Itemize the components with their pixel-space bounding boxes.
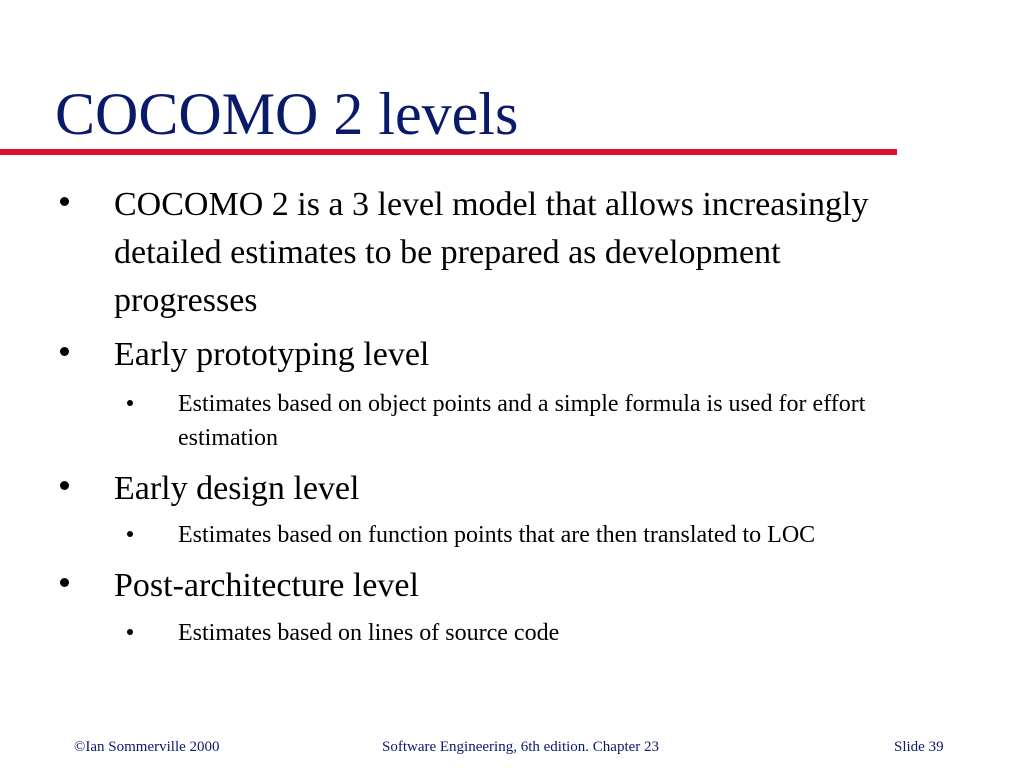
- bullet-text: COCOMO 2 is a 3 level model that allows increasingly detailed estimates to be prepared as development progresses: [114, 186, 869, 319]
- bullet-dot-icon: [60, 578, 69, 587]
- bullet-text: Post-architecture level: [114, 567, 419, 604]
- footer-book-title: Software Engineering, 6th edition. Chapter 23: [382, 739, 660, 755]
- sub-bullet-text: Estimates based on function points that are then translated to LOC: [178, 522, 816, 548]
- footer-copyright: ©Ian Sommerville 2000: [74, 739, 220, 755]
- title-underline: [0, 149, 897, 155]
- sub-bullet-dot-icon: [127, 629, 133, 635]
- slide-title: COCOMO 2 levels: [55, 81, 519, 147]
- sub-bullet-dot-icon: [127, 400, 133, 406]
- bullet-text: Early prototyping level: [114, 336, 430, 373]
- sub-bullet-text: Estimates based on object points and a simple formula is used for effort estimation: [178, 391, 866, 451]
- bullet-dot-icon: [60, 197, 69, 206]
- footer-slide-number: Slide 39: [894, 739, 944, 755]
- bullet-dot-icon: [60, 347, 69, 356]
- sub-bullet-dot-icon: [127, 531, 133, 537]
- bullet-text: Early design level: [114, 470, 360, 507]
- bullet-dot-icon: [60, 481, 69, 490]
- sub-bullet-text: Estimates based on lines of source code: [178, 620, 560, 646]
